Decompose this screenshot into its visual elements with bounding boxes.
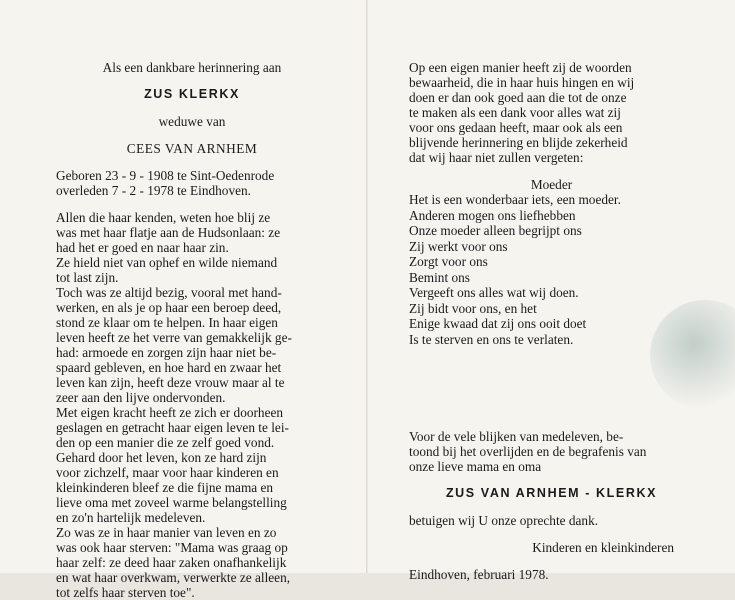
bio-line: zeer aan den lijve ondervonden.	[56, 390, 226, 405]
poem-line: Zij werkt voor ons	[409, 238, 508, 254]
poem-line: Enige kwaad dat zij ons ooit doet	[409, 316, 587, 331]
poem-line: Bemint ons	[409, 269, 470, 285]
husband-name: CEES VAN ARNHEM	[126, 141, 258, 156]
poem-line: Vergeeft ons alles wat wij doen.	[409, 285, 579, 300]
bio-line: Allen die haar kenden, weten hoe blij ze	[56, 210, 271, 225]
thanks-line: Voor de vele blijken van medeleven, be-	[409, 429, 624, 444]
bio-line: spaard gebleven, en hoe hard en zwaar het	[56, 360, 282, 375]
thanks-close: betuigen wij U onze oprechte dank.	[409, 513, 599, 528]
bio-line: was ook haar sterven: "Mama was graag op	[56, 540, 288, 555]
intro-text-line: Op een eigen manier heeft zij de woorden	[409, 60, 632, 75]
place-date: Eindhoven, februari 1978.	[409, 567, 549, 582]
bio-line: Toch was ze altijd bezig, vooral met hand-	[56, 285, 282, 300]
intro-text	[409, 60, 694, 165]
deceased-name: ZUS KLERKX	[144, 87, 240, 101]
poem-line: Anderen mogen ons liefhebben	[409, 207, 576, 223]
card-fold	[366, 0, 368, 573]
bio-line: had: armoede en zorgen zijn haar niet be-	[56, 345, 277, 360]
poem	[409, 192, 694, 347]
bio-line: haar zelf: ze deed haar zaken onafhankelijk	[56, 555, 287, 570]
bio-line: leven kan zijn, heeft deze vrouw maar al te	[56, 375, 285, 390]
intro-text-line: bewaarheid, die in haar huis hingen en wij	[409, 75, 635, 90]
bio-line: Ze hield niet van ophef en wilde niemand	[56, 255, 278, 270]
intro-text-line: blijvende herinnering en blijde zekerheid	[409, 135, 628, 150]
poem-line: Het is een wonderbaar iets, een moeder.	[409, 192, 621, 207]
widow-of-line: weduwe van	[158, 114, 226, 129]
bio-line: kleinkinderen bleef ze die fijne mama en	[56, 480, 274, 495]
birth-line: Geboren 23 - 9 - 1908 te Sint-Oedenrode	[56, 168, 275, 183]
intro-text-line: dat wij haar niet zullen vergeten:	[409, 150, 584, 165]
bio-line: leven heeft ze het verre van gemakkelijk ge-	[56, 330, 292, 345]
family-name: ZUS VAN ARNHEM - KLERKX	[445, 486, 658, 500]
poem-title: Moeder	[530, 177, 573, 192]
bio-line: Gehard door het leven, kon ze hard zijn	[56, 450, 267, 465]
bio-line: had het er goed en naar haar zin.	[56, 240, 229, 255]
signature: Kinderen en kleinkinderen	[532, 540, 674, 555]
bio-line: en zo'n hartelijk medeleven.	[56, 510, 206, 525]
bio-line: stond ze klaar om te helpen. In haar eigen	[56, 315, 278, 330]
intro-text-line: voor ons gedaan heeft, maar ook als een	[409, 120, 623, 135]
bio-line: voor zichzelf, maar voor haar kinderen en	[56, 465, 279, 480]
death-line: overleden 7 - 2 - 1978 te Eindhoven.	[56, 183, 251, 198]
thanks-line: onze lieve mama en oma	[409, 459, 542, 474]
thanks-line: toond bij het overlijden en de begrafenis van	[409, 444, 647, 459]
bio-line: werken, en als je op haar een beroep deed,	[56, 300, 282, 315]
bio-line: en wat haar overkwam, verwerkte ze alleen,	[56, 570, 291, 585]
intro-line: Als een dankbare herinnering aan	[102, 60, 282, 75]
bio-line: tot zelfs haar sterven toe".	[56, 585, 195, 600]
poem-line: Onze moeder alleen begrijpt ons	[409, 223, 582, 238]
bio-line: den op een manier die ze zelf goed vond.	[56, 435, 275, 450]
bio-line: was met haar flatje aan de Hudsonlaan: ze	[56, 225, 281, 240]
bio-line: geslagen en getracht haar eigen leven te lei-	[56, 420, 289, 435]
bio-line: lieve oma met zoveel warme belangstelling	[56, 495, 287, 510]
poem-line: Zij bidt voor ons, en het	[409, 300, 537, 316]
bio-line: tot last zijn.	[56, 270, 119, 285]
biography-text	[56, 210, 328, 600]
birth-death-block	[56, 168, 328, 198]
left-panel	[56, 60, 328, 600]
poem-line: Zorgt voor ons	[409, 254, 488, 269]
intro-text-line: te maken als een dank voor alles wat zij	[409, 105, 621, 120]
intro-text-line: doen er dan ook goed aan die tot de onze	[409, 90, 627, 105]
bio-line: Zo was ze in haar manier van leven en zo	[56, 525, 277, 540]
poem-line: Is te sterven en ons te verlaten.	[409, 331, 574, 347]
bio-line: Met eigen kracht heeft ze zich er doorheen	[56, 405, 284, 420]
right-panel	[409, 60, 694, 582]
thanks-text	[409, 429, 694, 474]
